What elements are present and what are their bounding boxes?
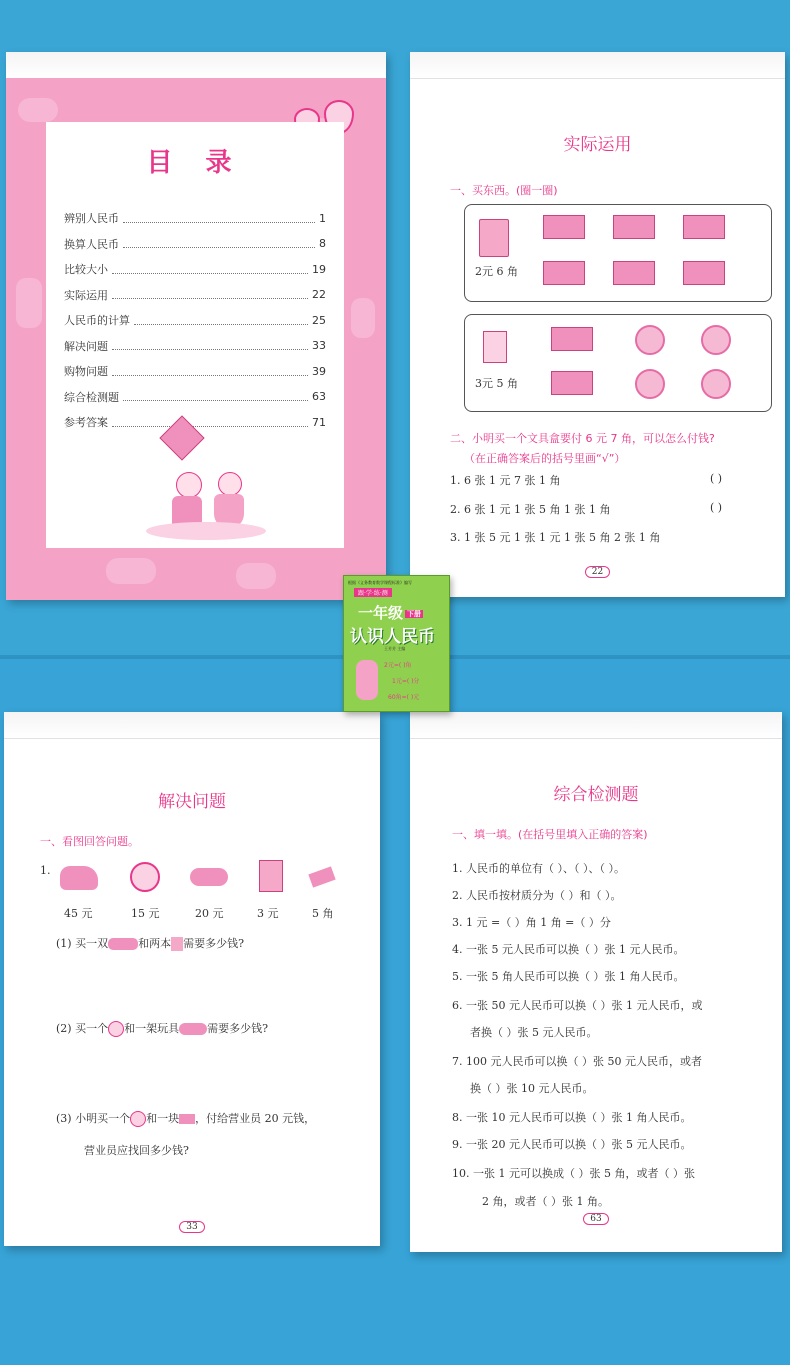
page-title: 综合检测题 [553,785,639,805]
option-3: 3. 1 张 5 元 1 张 1 元 1 张 5 角 2 张 1 角 [450,531,661,544]
banknote-icon [543,261,585,285]
page-title: 解决问题 [158,792,226,812]
banknote-icon [613,215,655,239]
toc-page: 22 [312,288,326,301]
page-63 [410,712,782,1252]
shopping-box-2 [464,314,772,412]
cover-q1: 2元=( )角 [384,662,412,669]
question-3-cont: 营业员应找回多少钱? [84,1144,189,1157]
fill-line: 9. 一张 20 元人民币可以换（ ）张 5 元人民币。 [452,1138,692,1151]
toc-page [6,52,386,600]
toc-row [64,336,326,356]
shoes-icon [60,866,98,890]
price-label: 45 元 [64,907,93,920]
cover-girl-illustration [356,660,378,700]
page-33 [4,712,380,1246]
toy-plane-icon [190,868,228,886]
toc-page: 19 [312,262,326,276]
option-2: 2. 6 张 1 元 1 张 5 角 1 张 1 角 [450,503,611,516]
toc-label: 购物问题 [64,365,108,378]
page-binding [410,712,782,739]
toc-page: 39 [312,364,326,378]
toc-leader [123,239,315,248]
toc-page: 8 [319,237,326,250]
fill-line: 10. 一张 1 元可以换成（ ）张 5 角，或者（ ）张 [452,1167,695,1180]
page-title: 实际运用 [563,135,632,155]
fill-line: 7. 100 元人民币可以换（ ）张 50 元人民币，或者 [452,1055,702,1068]
toc-card [46,122,344,548]
toc-leader [123,392,308,401]
coin-icon [635,369,665,399]
eraser-icon [308,866,335,887]
toc-label: 实际运用 [64,288,108,302]
toc-row [64,387,326,407]
fill-line: 2. 人民币按材质分为（ ）和（ ）。 [452,889,622,902]
toc-leader [112,290,308,299]
fill-line: 8. 一张 10 元人民币可以换（ ）张 1 角人民币。 [452,1111,692,1124]
fill-line: 2 角，或者（ ）张 1 角。 [482,1195,609,1208]
toc-leader [112,367,308,376]
banknote-icon [543,215,585,239]
toc-row [64,285,326,305]
banknote-icon [683,215,725,239]
banknote-icon [551,327,593,351]
section-heading: 一、买东西。(圈一圈) [450,184,558,197]
option-1: 1. 6 张 1 元 7 张 1 角 [450,474,561,487]
toc-label: 解决问题 [64,339,108,353]
toc-label: 参考答案 [64,416,108,429]
cover-grade: 一年级 下册 [358,604,422,622]
question-2: (2) 买一个 和一架玩具 需要多少钱? [56,1022,268,1035]
toc-label: 比较大小 [64,263,108,276]
fill-line: 4. 一张 5 元人民币可以换（ ）张 1 元人民币。 [452,943,685,956]
toc-page: 1 [319,211,326,225]
toc-row [64,234,326,254]
price-label: 3 元 [257,907,279,920]
question-number: 1. [40,864,51,877]
toc-label: 人民币的计算 [64,314,130,327]
toc-row [64,208,326,228]
toc-page: 71 [312,415,326,429]
price-label: 20 元 [195,907,224,920]
milk-carton-icon [483,331,507,363]
coin-icon [701,369,731,399]
price-label: 3元 5 角 [475,377,518,390]
toc-label: 辨别人民币 [64,212,119,225]
page-number: 33 [4,1222,380,1232]
ball-icon [130,862,160,892]
coin-icon [701,325,731,355]
fill-line: 换（ ）张 10 元人民币。 [470,1082,594,1095]
cover-author: 王芳芳 主编 [384,646,406,651]
banknote-icon [613,261,655,285]
toc-title: 目 录 [146,148,244,178]
notebook-icon [259,860,283,892]
page-binding [4,712,380,739]
price-label: 5 角 [312,907,334,920]
banknote-icon [683,261,725,285]
toc-label: 换算人民币 [64,237,119,251]
coin-icon [635,325,665,355]
toc-leader [134,316,308,325]
fill-line: 3. 1 元 =（ ）角 1 角 =（ ）分 [452,916,611,929]
section-heading: 一、看图回答问题。 [40,835,139,848]
price-label: 15 元 [131,907,160,920]
toc-page: 25 [312,313,326,327]
fill-line: 1. 人民币的单位有（ ）、（ ）、（ ）。 [452,862,625,875]
page-binding [6,52,386,79]
question-1: (1) 买一双 和两本 需要多少钱? [56,937,244,950]
book-cover [343,575,450,712]
toc-row [64,310,326,330]
shopping-box-1 [464,204,772,302]
fill-line: 者换（ ）张 5 元人民币。 [470,1026,598,1039]
page-number: 22 [410,567,785,577]
question-3: (3) 小明买一个 和一块 ，付给营业员 20 元钱， [56,1112,316,1125]
cover-title: 认识人民币 [350,627,435,647]
cover-badge: 跟·学·练·测 [354,588,392,597]
section-heading: 一、填一填。(在括号里填入正确的答案) [452,828,648,841]
page-22 [410,52,785,597]
answer-paren: ( ) [710,501,723,514]
toc-page: 33 [312,339,326,352]
toc-page: 63 [312,390,326,403]
cover-q3: 60角=( )元 [388,694,420,701]
price-label: 2元 6 角 [475,265,518,278]
toc-leader [112,265,308,274]
cover-q2: 1元=( )分 [392,678,420,685]
answer-paren: ( ) [710,472,723,485]
toc-row [64,259,326,279]
cover-top-text: 根据《义务教育数学课程标准》编写 [348,580,412,585]
page-binding [410,52,785,79]
fill-line: 5. 一张 5 角人民币可以换（ ）张 1 角人民币。 [452,970,685,983]
toc-leader [123,214,315,223]
toc-row [64,361,326,381]
fill-line: 6. 一张 50 元人民币可以换（ ）张 1 元人民币，或 [452,999,703,1012]
banknote-icon [551,371,593,395]
toc-leader [112,418,308,427]
page-number: 63 [410,1214,782,1224]
toc-label: 综合检测题 [64,390,119,404]
section-subheading: （在正确答案后的括号里画“√”） [464,452,626,465]
toc-leader [112,341,308,350]
section-heading: 二、小明买一个文具盒要付 6 元 7 角，可以怎么付钱? [450,432,715,445]
notebook-icon [479,219,509,257]
